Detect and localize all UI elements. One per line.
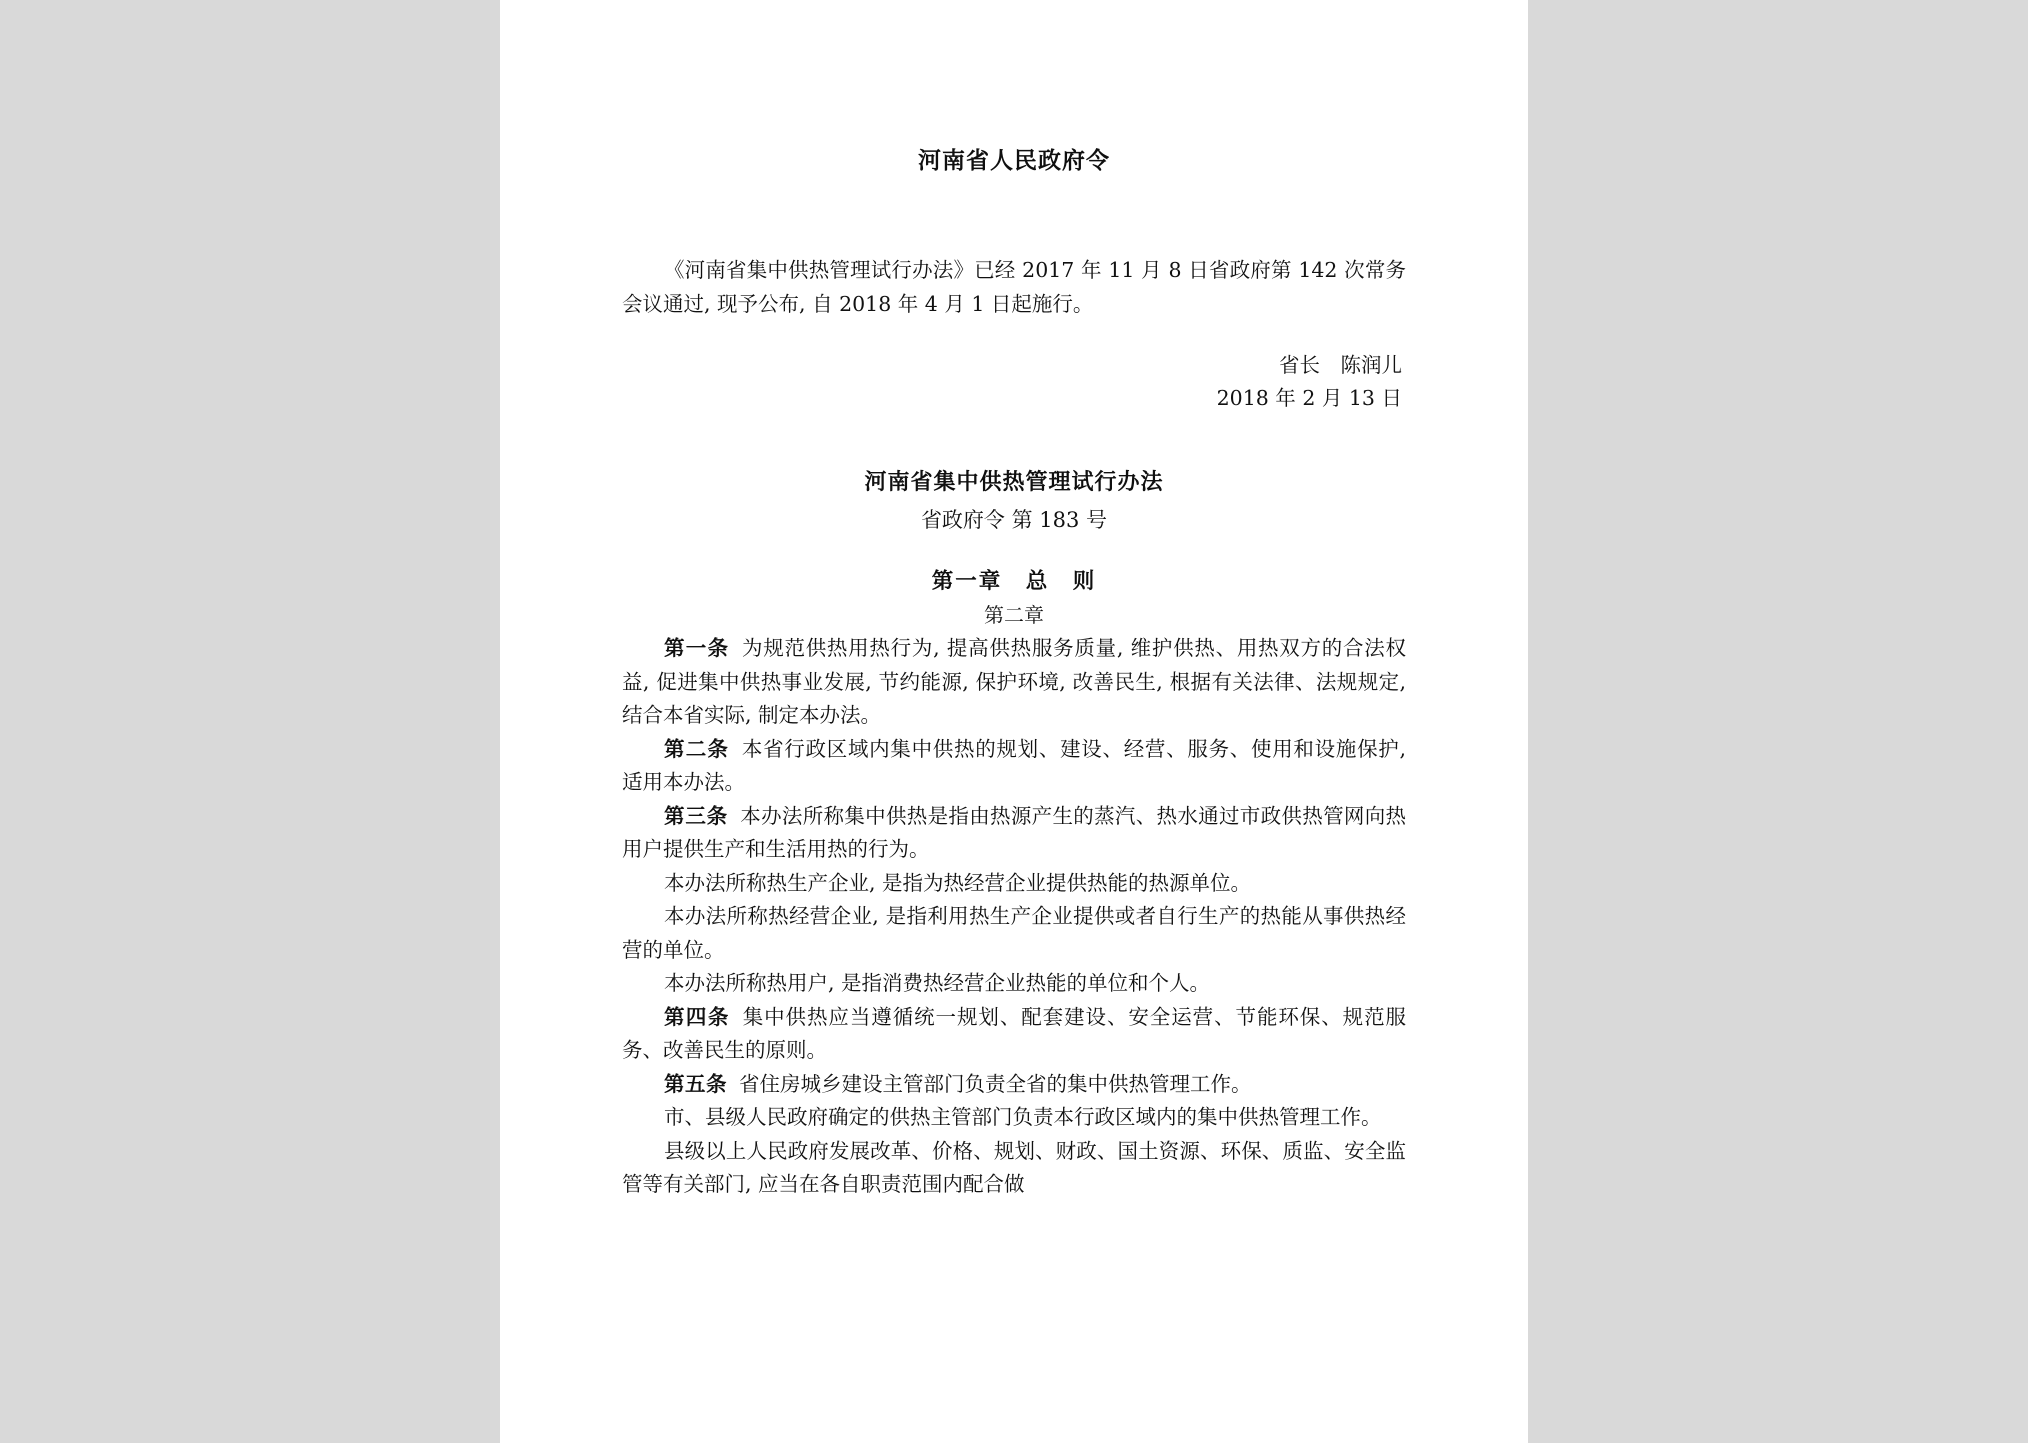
article-text: 县级以上人民政府发展改革、价格、规划、财政、国土资源、环保、质监、安全监管等有关部门, 应当在各自职责范围内配合做: [622, 1138, 1406, 1196]
law-title: 河南省集中供热管理试行办法: [864, 469, 1164, 495]
article-text: 本办法所称热用户, 是指消费热经营企业热能的单位和个人。: [664, 971, 1211, 995]
article-text: 本办法所称集中供热是指由热源产生的蒸汽、热水通过市政供热管网向热用户提供生产和生活用热的行为。: [622, 803, 1407, 861]
article-text: 为规范供热用热行为, 提高供热服务质量, 维护供热、用热双方的合法权益, 促进集中供热事业发展, 节约能源, 保护环境, 改善民生, 根据有关法律、法规规定, 结合本省实际, 制定本办法。: [622, 636, 1406, 727]
article-paragraph: [622, 733, 1406, 800]
article-label: 第二条: [664, 736, 730, 761]
article-text: 本办法所称热经营企业, 是指利用热生产企业提供或者自行生产的热能从事供热经营的单位。: [622, 904, 1406, 962]
signature-signer: 省长 陈润儿: [1279, 353, 1402, 377]
article-paragraph: [622, 967, 1406, 1001]
article-paragraph: [622, 900, 1406, 967]
article-text: 省住房城乡建设主管部门负责全省的集中供热管理工作。: [739, 1071, 1252, 1096]
articles-container: [500, 632, 1528, 1202]
article-paragraph: [622, 1001, 1406, 1068]
article-text: 市、县级人民政府确定的供热主管部门负责本行政区域内的集中供热管理工作。: [664, 1105, 1382, 1129]
article-paragraph: [622, 632, 1406, 733]
signature-block: [500, 349, 1528, 415]
article-paragraph: [622, 800, 1406, 867]
chapter-heading-one: 第一章 总 则: [931, 569, 1097, 594]
chapter-heading-two: 第二章: [984, 603, 1044, 627]
preamble-text: 《河南省集中供热管理试行办法》已经 2017 年 11 月 8 日省政府第 142 次常务会议通过, 现予公布, 自 2018 年 4 月 1 日起施行。: [622, 258, 1406, 316]
signature-date: 2018 年 2 月 13 日: [1216, 386, 1402, 410]
preamble-paragraph: [500, 253, 1528, 321]
order-number: 省政府令 第 183 号: [920, 508, 1108, 532]
article-label: 第五条: [664, 1071, 727, 1096]
page-title: 河南省人民政府令: [918, 147, 1110, 174]
article-label: 第四条: [664, 1004, 730, 1029]
article-paragraph: [622, 867, 1406, 901]
document-page: [500, 0, 1528, 1443]
article-label: 第三条: [664, 803, 728, 828]
article-paragraph: [622, 1135, 1406, 1202]
document-content: [500, 0, 1528, 1443]
article-label: 第一条: [664, 636, 730, 660]
article-text: 本办法所称热生产企业, 是指为热经营企业提供热能的热源单位。: [664, 870, 1252, 895]
article-text: 集中供热应当遵循统一规划、配套建设、安全运营、节能环保、规范服务、改善民生的原则。: [622, 1004, 1406, 1062]
article-paragraph: [622, 1068, 1406, 1102]
article-text: 本省行政区域内集中供热的规划、建设、经营、服务、使用和设施保护, 适用本办法。: [622, 736, 1407, 794]
article-paragraph: [622, 1101, 1406, 1135]
